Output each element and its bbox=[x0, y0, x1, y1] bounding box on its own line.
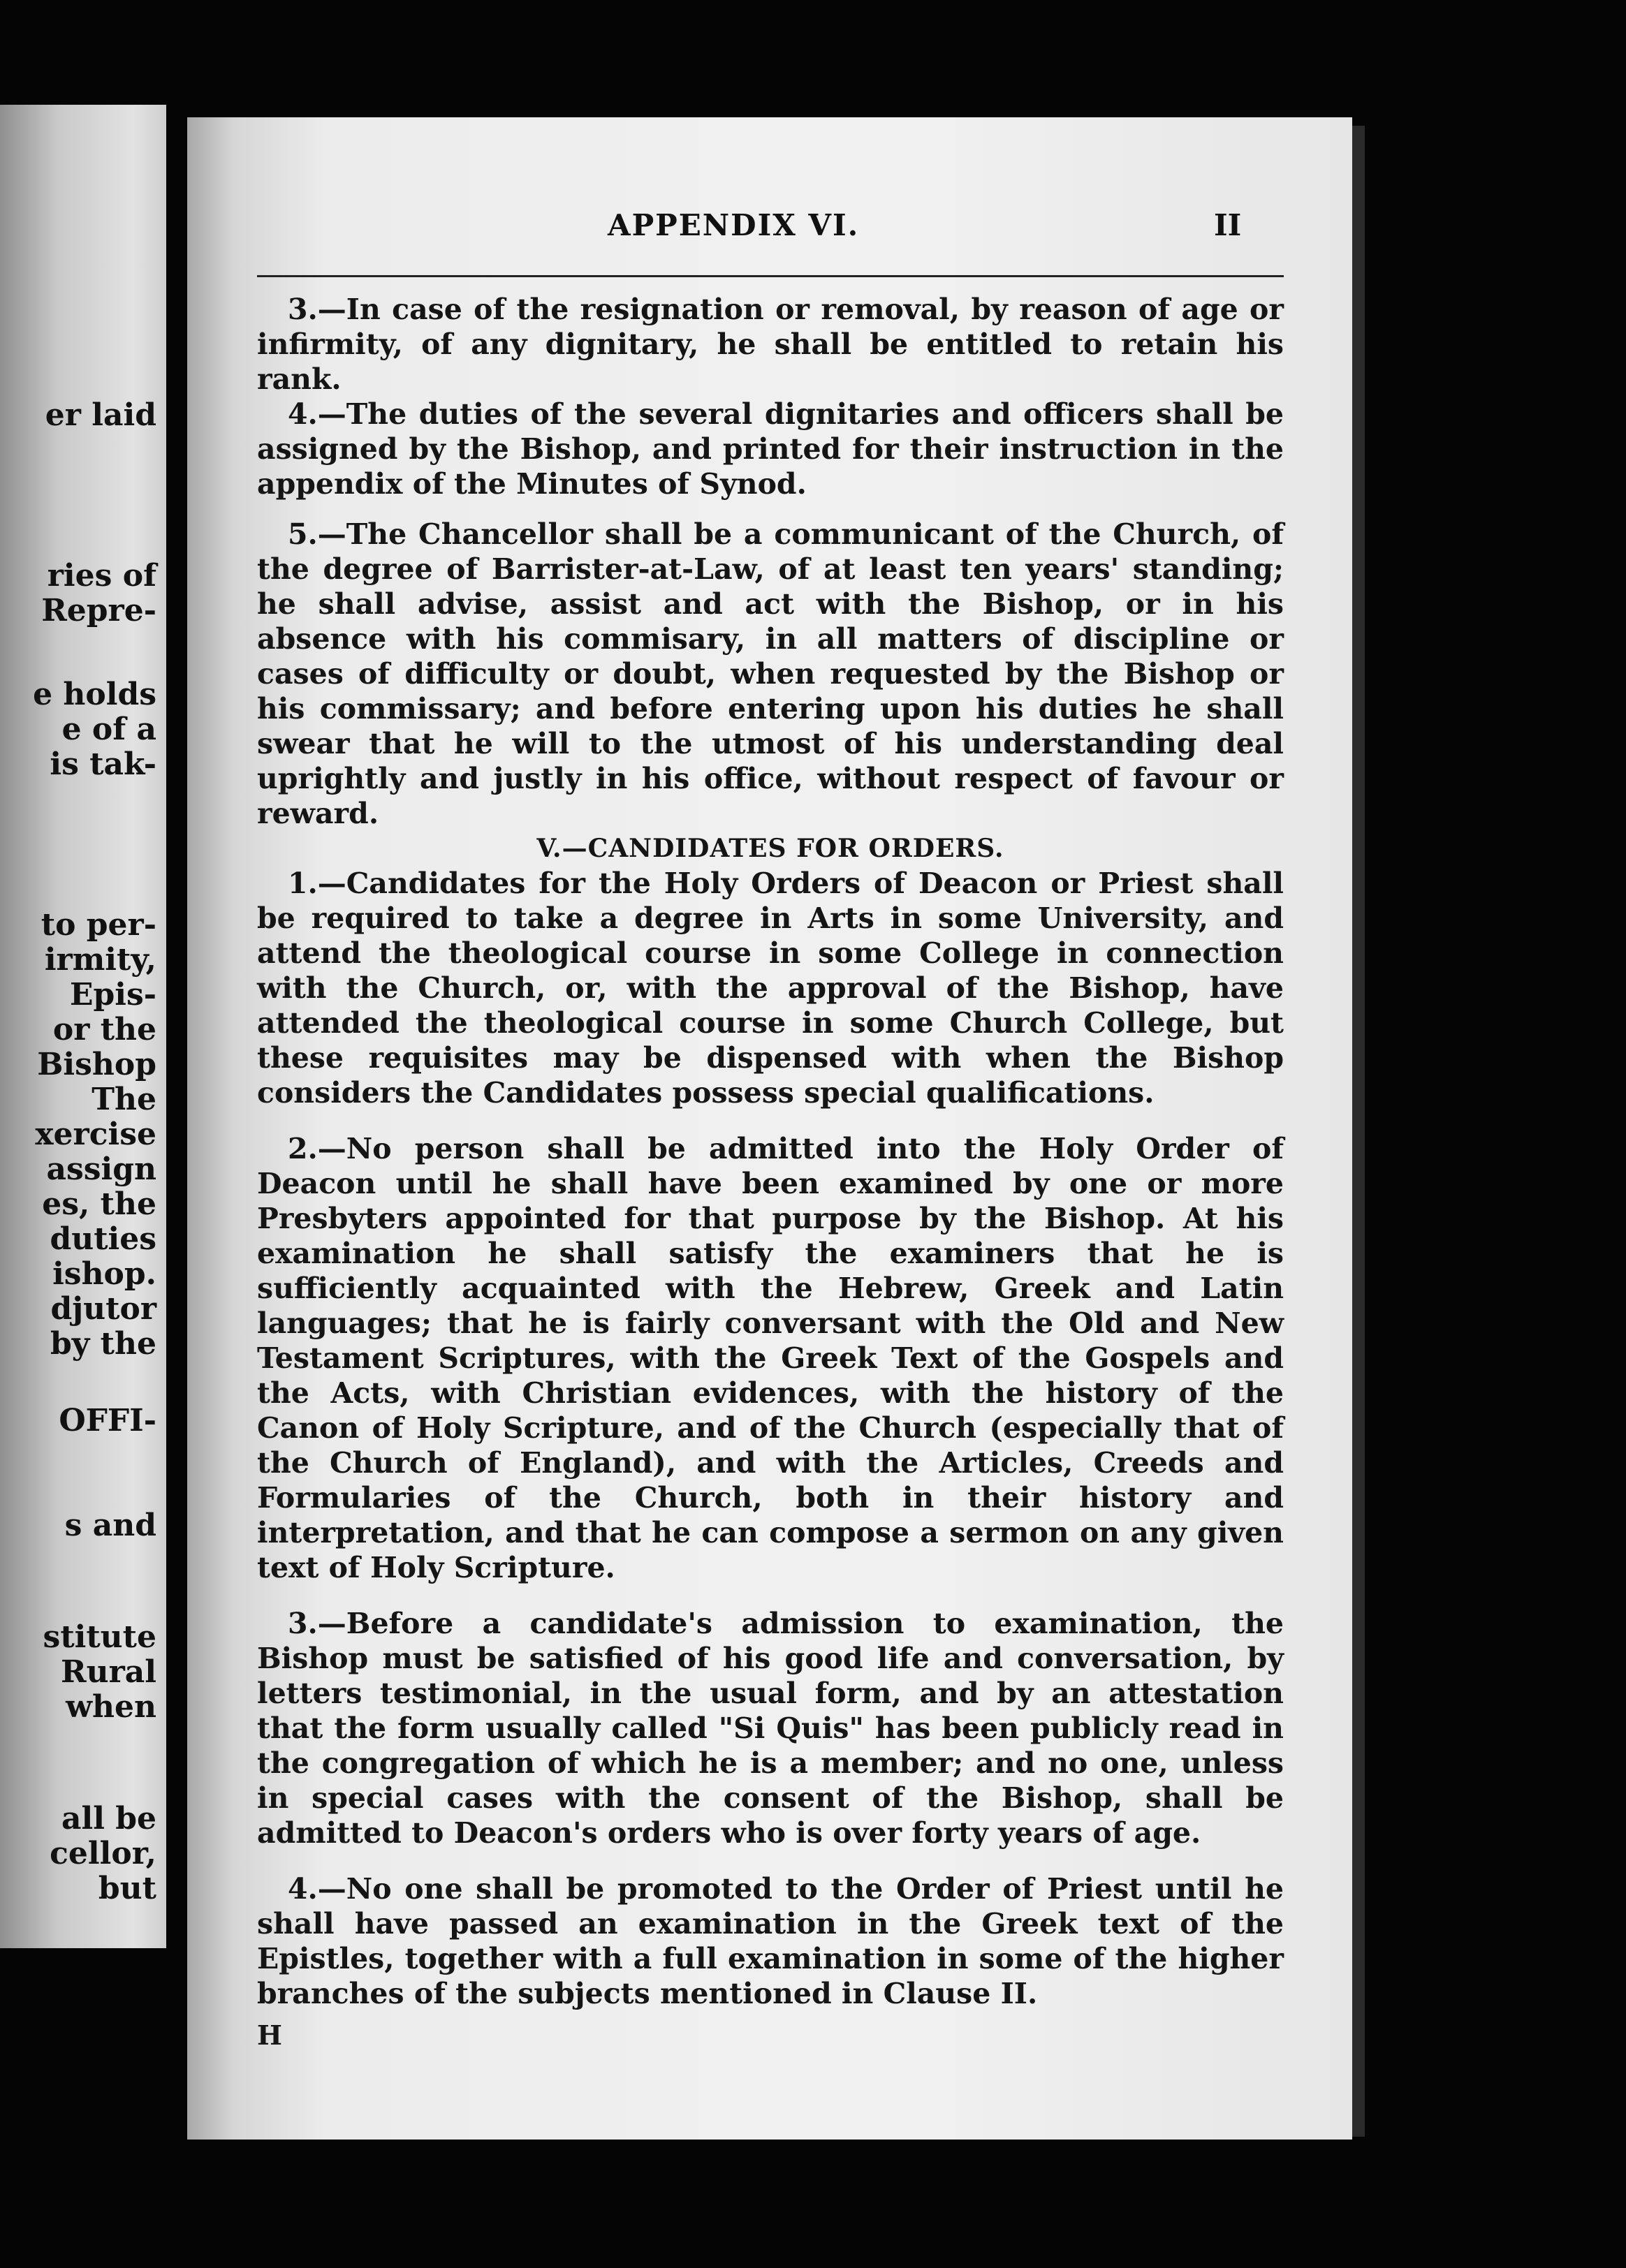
facing-page-text-fragment: Bishop bbox=[37, 1047, 156, 1082]
section-heading: V.—CANDIDATES FOR ORDERS. bbox=[536, 834, 1004, 863]
clause-3: 3.—Before a candidate's admission to examination, the Bishop must be satisfied of his good life and conversation, by letters testimonial, in the usual form, and by an attestation that the form usually called "Si Quis" has been publicly read in the congregation of which he is a member; and no one, unless in special cases with the consent of the Bishop, shall be admitted to Deacon's orders who is over forty years of age. bbox=[257, 1607, 1284, 1850]
facing-page-text-fragment: or the bbox=[52, 1012, 156, 1047]
facing-page-text-fragment: duties bbox=[50, 1221, 156, 1257]
body-text bbox=[257, 292, 1284, 2053]
facing-page-text-fragment: Epis- bbox=[69, 977, 156, 1012]
paragraph-3: 3.—In case of the resignation or removal, by reason of age or infirmity, of any dignitary, he shall be entitled to retain his rank. bbox=[257, 293, 1284, 396]
facing-page-text-fragment: The bbox=[91, 1082, 156, 1117]
facing-page-text-fragment: assign bbox=[46, 1151, 156, 1187]
facing-page-text-fragment: cellor, bbox=[50, 1836, 156, 1871]
facing-page-text-fragment: but bbox=[98, 1871, 156, 1906]
facing-page-text-fragment: stitute bbox=[43, 1619, 156, 1655]
clause-4: 4.—No one shall be promoted to the Order of Priest until he shall have passed an examination in the Greek text of the Epistles, together with a full examination in some of the higher branches of the subjects mentioned in Clause II. bbox=[257, 1872, 1284, 2010]
facing-page-text-fragment: to per- bbox=[41, 907, 156, 943]
header-rule bbox=[257, 275, 1284, 277]
page-number: II bbox=[1214, 208, 1242, 242]
page-header bbox=[187, 208, 1352, 264]
facing-page-text-fragment: e of a bbox=[61, 712, 156, 747]
facing-page-text-fragment: OFFI- bbox=[59, 1403, 156, 1438]
facing-page-text-fragment: e holds bbox=[33, 677, 156, 712]
facing-page-text-fragment: when bbox=[66, 1689, 156, 1725]
paragraph-5: 5.—The Chancellor shall be a communicant of the Church, of the degree of Barrister-at-Law, of at least ten years' standing; he shall advise, assist and act with the Bishop, or in his absence with his commisary, in all matters of discipline or cases of difficulty or doubt, when requested by the Bishop or his commissary; and before entering upon his duties he shall swear that he will to the utmost of his understanding deal uprightly and justly in his office, without respect of favour or reward. bbox=[257, 517, 1284, 830]
facing-page-text-fragment: djutor bbox=[50, 1291, 156, 1327]
facing-page-text-fragment: irmity, bbox=[44, 942, 156, 978]
clause-2: 2.—No person shall be admitted into the Holy Order of Deacon until he shall have been examined by one or more Presbyters appointed for that purpose by the Bishop. At his examination he shall satisfy the examiners that he is sufficiently acquainted with the Hebrew, Greek and Latin languages; that he is fairly conversant with the Old and New Testament Scriptures, with the Greek Text of the Gospels and the Acts, with Christian evidences, with the history of the Canon of Holy Scripture, and of the Church (especially that of the Church of England), and with the Articles, Creeds and Formularies of the Church, both in their history and interpretation, and that he can compose a sermon on any given text of Holy Scripture. bbox=[257, 1132, 1284, 1584]
page-edge-shadow bbox=[1352, 126, 1365, 2137]
running-head: APPENDIX VI. bbox=[608, 208, 860, 242]
facing-page-text-fragment: ries of bbox=[47, 558, 156, 594]
facing-page-text-fragment: Rural bbox=[61, 1654, 156, 1690]
facing-page-text-fragment: is tak- bbox=[50, 746, 156, 782]
paragraph-4: 4.—The duties of the several dignitaries and officers shall be assigned by the Bishop, and printed for their instruction in the appendix of the Minutes of Synod. bbox=[257, 397, 1284, 501]
facing-page-text-fragment: s and bbox=[64, 1508, 156, 1543]
facing-page-text-fragment: by the bbox=[50, 1326, 156, 1362]
document-page bbox=[187, 117, 1352, 2140]
facing-page-text-fragment: es, the bbox=[42, 1186, 156, 1222]
facing-page-text-fragment: Repre- bbox=[41, 593, 156, 628]
clause-1: 1.—Candidates for the Holy Orders of Deacon or Priest shall be required to take a degree in Arts in some University, and attend the theological course in some College in connection with the Church, or, with the approval of the Bishop, have attended the theological course in some Church College, but these requisites may be dispensed with when the Bishop considers the Candidates possess special qualifications. bbox=[257, 867, 1284, 1110]
facing-page-text-fragment: xercise bbox=[35, 1117, 156, 1152]
facing-page-text-fragment: all be bbox=[61, 1801, 156, 1836]
facing-page-text-fragment: er laid bbox=[45, 397, 156, 433]
signature-mark: H bbox=[257, 2019, 282, 2051]
facing-page-fragment bbox=[0, 105, 166, 1948]
facing-page-text-fragment: ishop. bbox=[52, 1256, 156, 1292]
